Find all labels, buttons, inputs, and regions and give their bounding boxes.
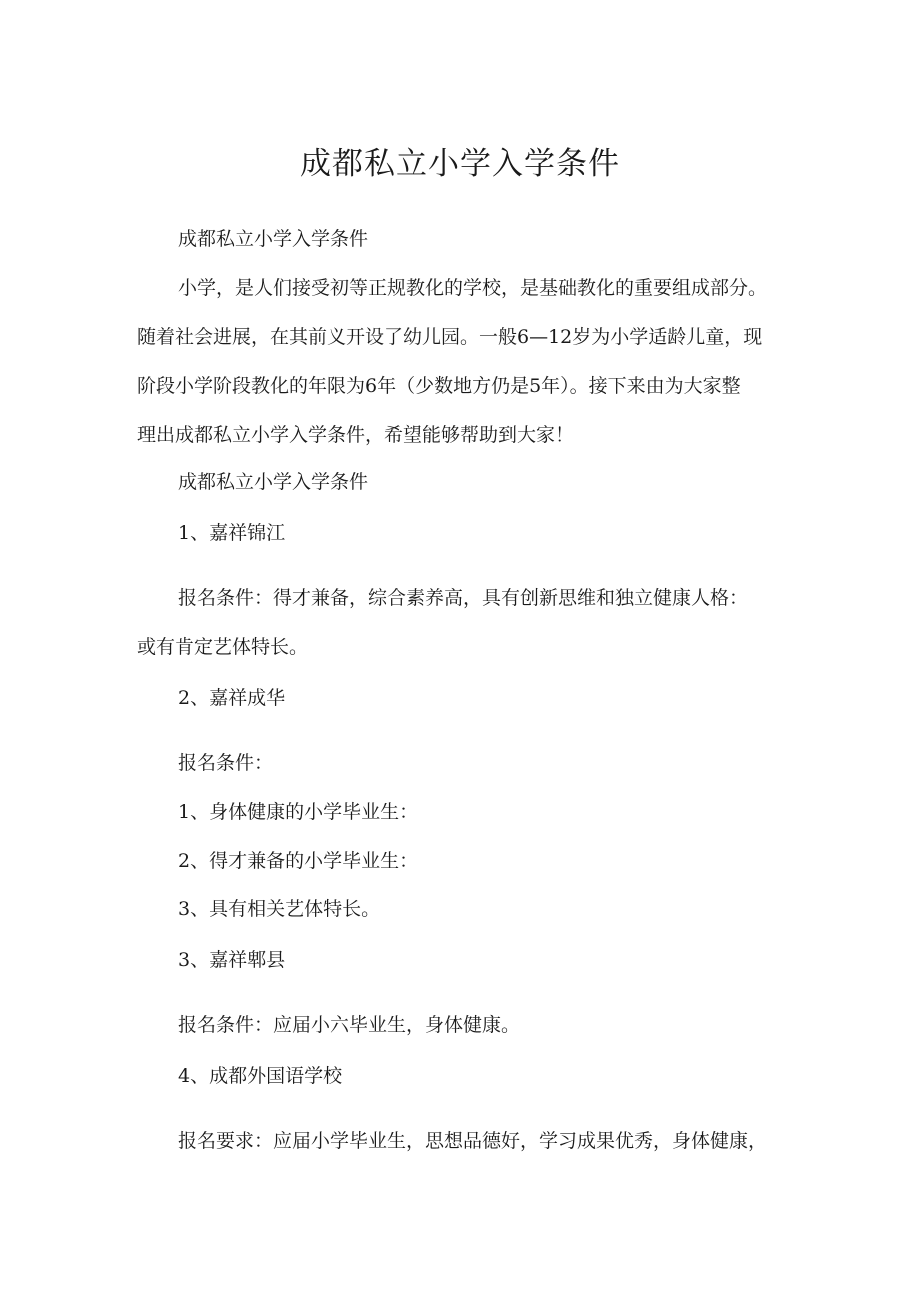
requirement-label: 报名条件： (178, 752, 274, 774)
intro-paragraph-line: 小学，是人们接受初等正规教化的学校，是基础教化的重要组成部分。 (178, 277, 768, 299)
section-subtitle: 成都私立小学入学条件 (178, 228, 369, 250)
document-title: 成都私立小学入学条件 (300, 146, 620, 182)
requirement-item: 3、具有相关艺体特长。 (178, 898, 381, 920)
requirement-line: 报名条件：应届小六毕业生，身体健康。 (178, 1014, 521, 1036)
intro-paragraph-line: 理出成都私立小学入学条件，希望能够帮助到大家！ (137, 424, 575, 446)
requirement-line: 报名要求：应届小学毕业生，思想品德好，学习成果优秀，身体健康， (178, 1130, 768, 1152)
school-heading: 3、嘉祥郫县 (178, 949, 286, 971)
intro-paragraph-line: 随着社会进展，在其前义开设了幼儿园。一般6—12岁为小学适龄儿童，现 (137, 326, 763, 348)
requirement-line: 或有肯定艺体特长。 (137, 636, 309, 658)
requirement-line: 报名条件：得才兼备，综合素养高，具有创新思维和独立健康人格： (178, 587, 749, 609)
requirement-item: 1、身体健康的小学毕业生： (178, 801, 419, 823)
intro-paragraph-line: 阶段小学阶段教化的年限为6年（少数地方仍是5年）。接下来由为大家整 (137, 375, 741, 397)
school-heading: 2、嘉祥成华 (178, 687, 286, 709)
school-heading: 4、成都外国语学校 (178, 1065, 343, 1087)
section-subtitle: 成都私立小学入学条件 (178, 471, 369, 493)
requirement-item: 2、得才兼备的小学毕业生： (178, 850, 419, 872)
school-heading: 1、嘉祥锦江 (178, 522, 286, 544)
